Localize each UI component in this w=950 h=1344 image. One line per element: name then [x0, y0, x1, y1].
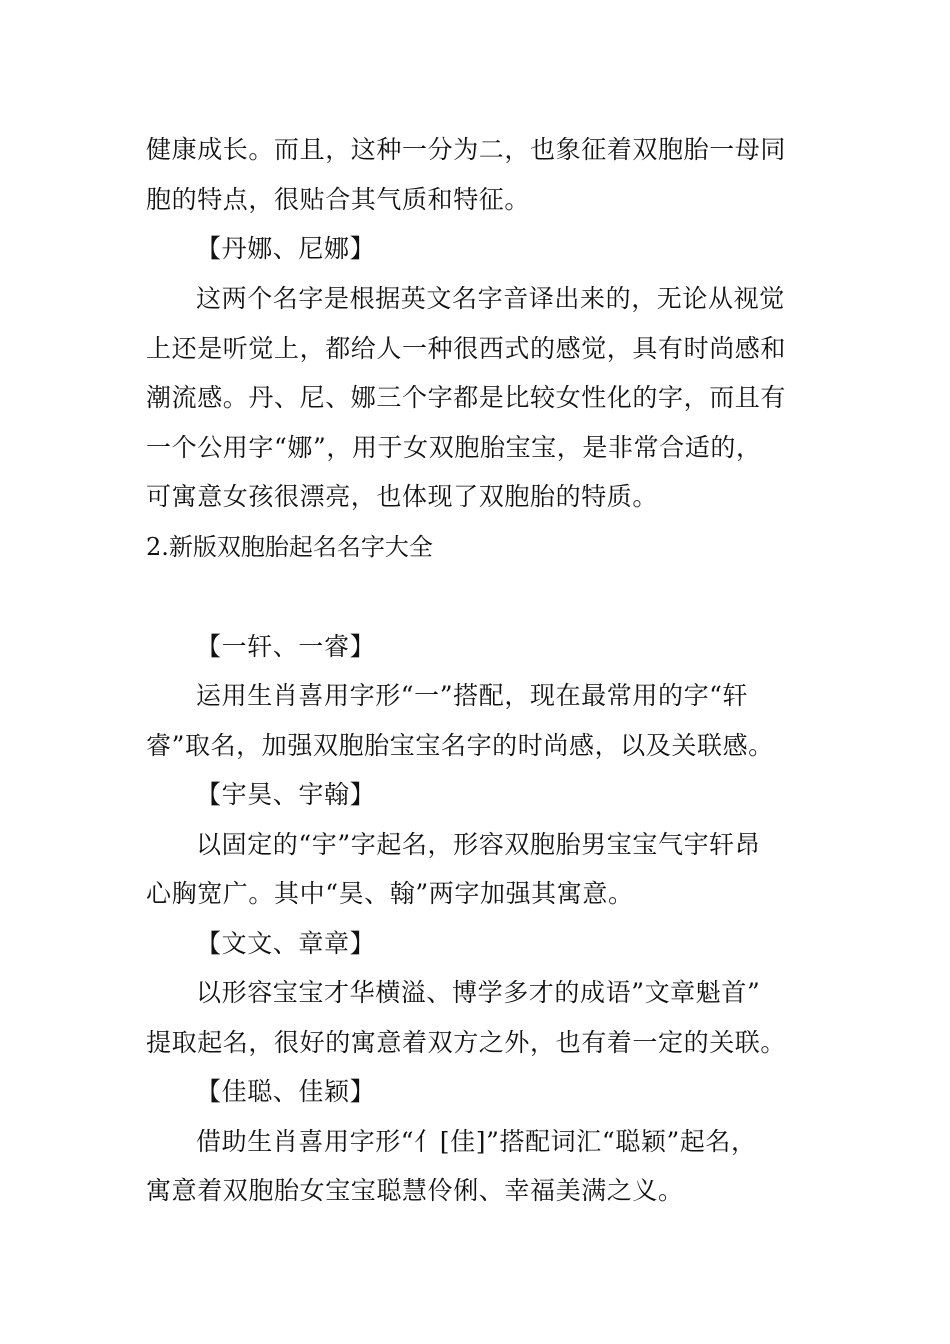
name-pair-heading: 【宇昊、宇翰】 — [196, 780, 376, 809]
paragraph-line: 一个公用字“娜”，用于女双胞胎宝宝，是非常合适的， — [146, 433, 762, 462]
name-pair-heading: 【佳聪、佳颖】 — [196, 1077, 376, 1106]
paragraph-line: 睿”取名，加强双胞胎宝宝名字的时尚感，以及关联感。 — [146, 731, 774, 760]
paragraph-line: 运用生肖喜用字形“一”搭配，现在最常用的字“轩 — [196, 681, 749, 710]
name-pair-heading: 【一轩、一睿】 — [196, 632, 376, 661]
paragraph-line: 以形容宝宝才华横溢、博学多才的成语”文章魁首” — [196, 978, 761, 1007]
paragraph-line: 可寓意女孩很漂亮，也体现了双胞胎的特质。 — [146, 482, 659, 511]
paragraph-line: 胞的特点，很贴合其气质和特征。 — [146, 185, 531, 214]
name-pair-heading: 【丹娜、尼娜】 — [196, 234, 376, 263]
paragraph-line: 上还是听觉上，都给人一种很西式的感觉，具有时尚感和 — [146, 334, 787, 363]
section-heading: 2.新版双胞胎起名名字大全 — [146, 533, 433, 561]
paragraph-line: 借助生肖喜用字形“亻[佳]”搭配词汇“聪颖”起名， — [196, 1127, 757, 1156]
paragraph-line: 心胸宽广。其中“昊、翰”两字加强其寓意。 — [146, 879, 634, 908]
paragraph-line: 提取起名，很好的寓意着双方之外，也有着一定的关联。 — [146, 1028, 787, 1057]
paragraph-line: 这两个名字是根据英文名字音译出来的，无论从视觉 — [196, 284, 785, 313]
name-pair-heading: 【文文、章章】 — [196, 929, 376, 958]
paragraph-line: 健康成长。而且，这种一分为二，也象征着双胞胎一母同 — [146, 135, 787, 164]
paragraph-line: 寓意着双胞胎女宝宝聪慧伶俐、幸福美满之义。 — [146, 1176, 684, 1205]
paragraph-line: 以固定的“宇”字起名，形容双胞胎男宝宝气宇轩昂 — [196, 830, 761, 859]
paragraph-line: 潮流感。丹、尼、娜三个字都是比较女性化的字，而且有 — [146, 383, 787, 412]
